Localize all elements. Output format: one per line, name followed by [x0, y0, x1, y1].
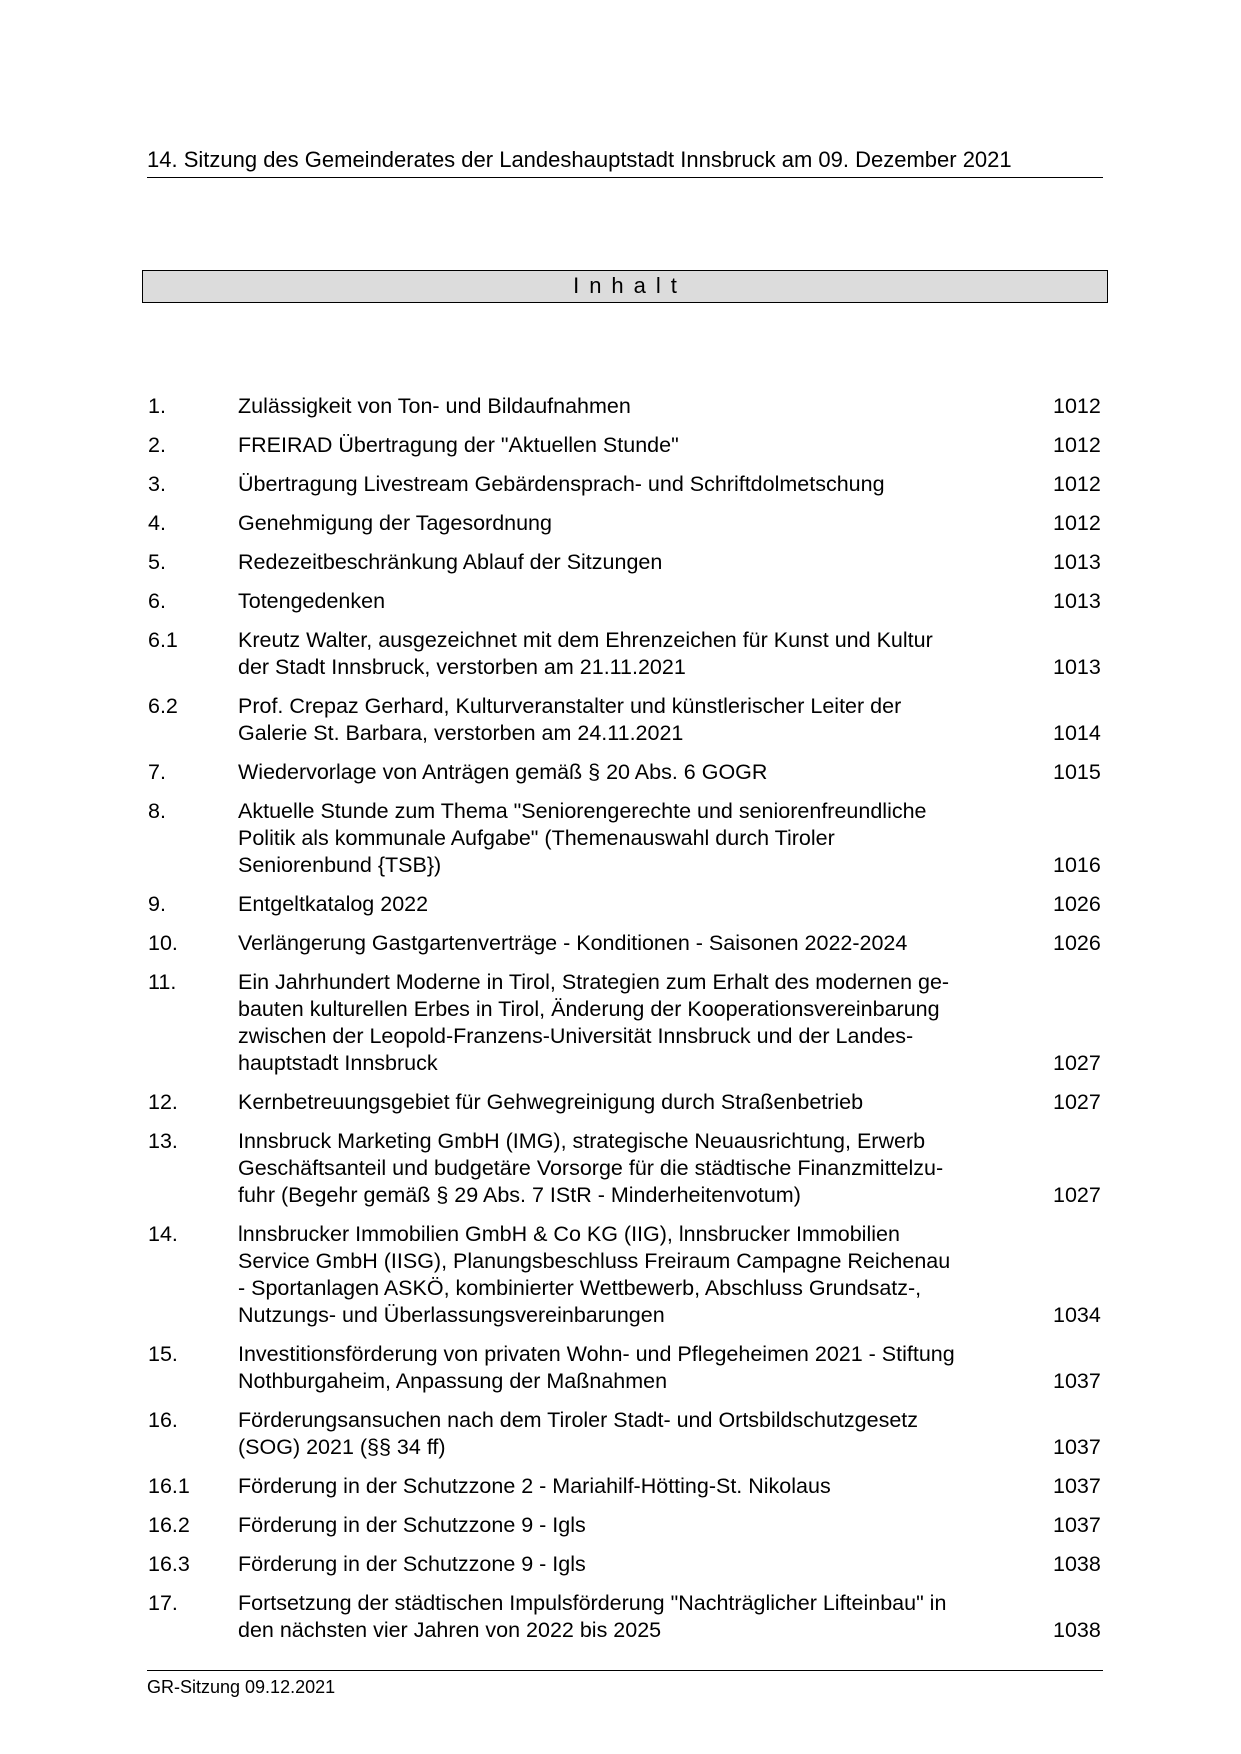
toc-entry-page: 1026: [1053, 892, 1101, 916]
toc-entry-number: 8.: [148, 799, 166, 823]
toc-entry[interactable]: [148, 432, 1100, 459]
toc-entry-number: 9.: [148, 892, 166, 916]
toc-entry-page: 1013: [1053, 589, 1101, 613]
toc-entry-page: 1016: [1053, 853, 1101, 877]
toc-entry[interactable]: [148, 891, 1100, 918]
toc-entry-number: 15.: [148, 1342, 178, 1366]
toc-entry-page: 1014: [1053, 721, 1101, 745]
toc-entry-page: 1012: [1053, 394, 1101, 418]
toc-entry[interactable]: [148, 1473, 1100, 1500]
toc-entry-page: 1026: [1053, 931, 1101, 955]
toc-entry-title: Förderungsansuchen nach dem Tiroler Stadt- und Ortsbildschutzgesetz (SOG) 2021 (§§ 34 ff): [238, 1408, 919, 1459]
toc-entry-title: Förderung in der Schutzzone 9 - Igls: [238, 1552, 586, 1576]
toc-entry-title: FREIRAD Übertragung der "Aktuellen Stunde": [238, 433, 679, 457]
toc-entry-page: 1037: [1053, 1435, 1101, 1459]
toc-entry-title: Übertragung Livestream Gebärdensprach- und Schriftdolmetschung: [238, 472, 885, 496]
toc-entry[interactable]: [148, 759, 1100, 786]
contents-heading-box: [142, 270, 1108, 303]
toc-entry-page: 1037: [1053, 1474, 1101, 1498]
toc-entry[interactable]: [148, 1407, 1100, 1461]
toc-entry-number: 2.: [148, 433, 166, 457]
toc-entry-number: 6.2: [148, 694, 178, 718]
toc-entry-title: Prof. Crepaz Gerhard, Kulturveranstalter und künstlerischer Leiter der Galerie St. Barbara, verstorben am 24.11.2021: [238, 694, 902, 745]
toc-entry-number: 16.1: [148, 1474, 190, 1498]
toc-entry[interactable]: [148, 1341, 1100, 1395]
toc-entry-number: 16.: [148, 1408, 178, 1432]
toc-entry-page: 1027: [1053, 1090, 1101, 1114]
toc-entry-page: 1012: [1053, 511, 1101, 535]
toc-entry[interactable]: [148, 969, 1100, 1077]
toc-entry-title: Förderung in der Schutzzone 9 - Igls: [238, 1513, 586, 1537]
toc-entry-title: Fortsetzung der städtischen Impulsförderung "Nachträglicher Lifteinbau" in den nächsten vier Jahren von 2022 bis 2025: [238, 1591, 947, 1642]
toc-entry-number: 11.: [148, 970, 177, 994]
toc-entry-number: 3.: [148, 472, 166, 496]
toc-entry[interactable]: [148, 1590, 1100, 1644]
toc-entry-number: 12.: [148, 1090, 178, 1114]
toc-entry-title: Innsbruck Marketing GmbH (IMG), strategische Neuausrichtung, Erwerb Geschäftsanteil und budgetäre Vorsorge für die städtische Finanzmittelzu- fuhr (Begehr gemäß § 29 Abs. 7 IStR - Minderheitenvotum): [238, 1129, 944, 1207]
toc-entry-page: 1037: [1053, 1513, 1101, 1537]
toc-entry-number: 10.: [148, 931, 178, 955]
toc-entry-number: 13.: [148, 1129, 178, 1153]
toc-entry-number: 5.: [148, 550, 166, 574]
toc-entry-page: 1027: [1053, 1183, 1101, 1207]
toc-entry-title: Ein Jahrhundert Moderne in Tirol, Strategien zum Erhalt des modernen ge- bauten kulturellen Erbes in Tirol, Änderung der Kooperationsvereinbarung zwischen der Leopold-Franzens-Universität Innsbruck und der Landes- hauptstadt Innsbruck: [238, 970, 950, 1075]
toc-entry-number: 4.: [148, 511, 166, 535]
page-footer: [147, 1670, 1103, 1698]
toc-entry-number: 6.: [148, 589, 166, 613]
toc-entry-number: 1.: [148, 394, 166, 418]
toc-entry-number: 14.: [148, 1222, 178, 1246]
toc-entry-title: Entgeltkatalog 2022: [238, 892, 429, 916]
toc-entry-title: Genehmigung der Tagesordnung: [238, 511, 552, 535]
toc-entry[interactable]: [148, 471, 1100, 498]
toc-entry[interactable]: [148, 930, 1100, 957]
toc-entry-number: 17.: [148, 1591, 178, 1615]
page-header: [147, 147, 1103, 178]
toc-entry[interactable]: [148, 393, 1100, 420]
toc-entry-title: Förderung in der Schutzzone 2 - Mariahilf-Hötting-St. Nikolaus: [238, 1474, 831, 1498]
toc-entry-title: Aktuelle Stunde zum Thema "Seniorengerechte und seniorenfreundliche Politik als kommunale Aufgabe" (Themenauswahl durch Tiroler Seniorenbund {TSB}): [238, 799, 927, 877]
toc-entry-title: Zulässigkeit von Ton- und Bildaufnahmen: [238, 394, 631, 418]
header-title: 14. Sitzung des Gemeinderates der Landeshauptstadt Innsbruck am 09. Dezember 2021: [147, 147, 1012, 172]
toc-entry-title: Wiedervorlage von Anträgen gemäß § 20 Abs. 6 GOGR: [238, 760, 768, 784]
toc-entry[interactable]: [148, 1512, 1100, 1539]
toc-entry-page: 1015: [1053, 760, 1101, 784]
toc-entry-page: 1027: [1053, 1051, 1101, 1075]
toc-entry-number: 7.: [148, 760, 166, 784]
toc-entry[interactable]: [148, 1128, 1100, 1209]
toc-entry[interactable]: [148, 693, 1100, 747]
toc-entry-number: 16.3: [148, 1552, 190, 1576]
toc-entry-title: Investitionsförderung von privaten Wohn- und Pflegeheimen 2021 - Stiftung Nothburgaheim, Anpassung der Maßnahmen: [238, 1342, 955, 1393]
toc-entry-number: 6.1: [148, 628, 178, 652]
toc-entry-title: Kernbetreuungsgebiet für Gehwegreinigung durch Straßenbetrieb: [238, 1090, 864, 1114]
contents-heading: Inhalt: [573, 273, 687, 298]
toc-entry-page: 1038: [1053, 1552, 1101, 1576]
toc-entry-page: 1013: [1053, 655, 1101, 679]
toc-entry-title: Totengedenken: [238, 589, 386, 613]
toc-entry[interactable]: [148, 510, 1100, 537]
toc-entry[interactable]: [148, 1089, 1100, 1116]
toc-entry-number: 16.2: [148, 1513, 190, 1537]
toc-entry[interactable]: [148, 549, 1100, 576]
toc-entry[interactable]: [148, 588, 1100, 615]
toc-entry[interactable]: [148, 798, 1100, 879]
table-of-contents: [148, 393, 1100, 1656]
toc-entry[interactable]: [148, 1221, 1100, 1329]
toc-entry-title: lnnsbrucker Immobilien GmbH & Co KG (IIG), lnnsbrucker Immobilien Service GmbH (IISG), Planungsbeschluss Freiraum Campagne Reichenau - Sportanlagen ASKÖ, kombinierter Wettbewerb, Abschluss Grundsatz-, Nutzungs- und Überlassungsvereinbarungen: [238, 1222, 951, 1327]
toc-entry-page: 1034: [1053, 1303, 1101, 1327]
toc-entry[interactable]: [148, 1551, 1100, 1578]
toc-entry[interactable]: [148, 627, 1100, 681]
toc-entry-page: 1012: [1053, 433, 1101, 457]
toc-entry-page: 1038: [1053, 1618, 1101, 1642]
toc-entry-title: Redezeitbeschränkung Ablauf der Sitzungen: [238, 550, 663, 574]
toc-entry-page: 1037: [1053, 1369, 1101, 1393]
toc-entry-page: 1013: [1053, 550, 1101, 574]
toc-entry-title: Verlängerung Gastgartenverträge - Konditionen - Saisonen 2022-2024: [238, 931, 908, 955]
toc-entry-title: Kreutz Walter, ausgezeichnet mit dem Ehrenzeichen für Kunst und Kultur der Stadt Innsbruck, verstorben am 21.11.2021: [238, 628, 933, 679]
footer-text: GR-Sitzung 09.12.2021: [147, 1677, 336, 1697]
toc-entry-page: 1012: [1053, 472, 1101, 496]
